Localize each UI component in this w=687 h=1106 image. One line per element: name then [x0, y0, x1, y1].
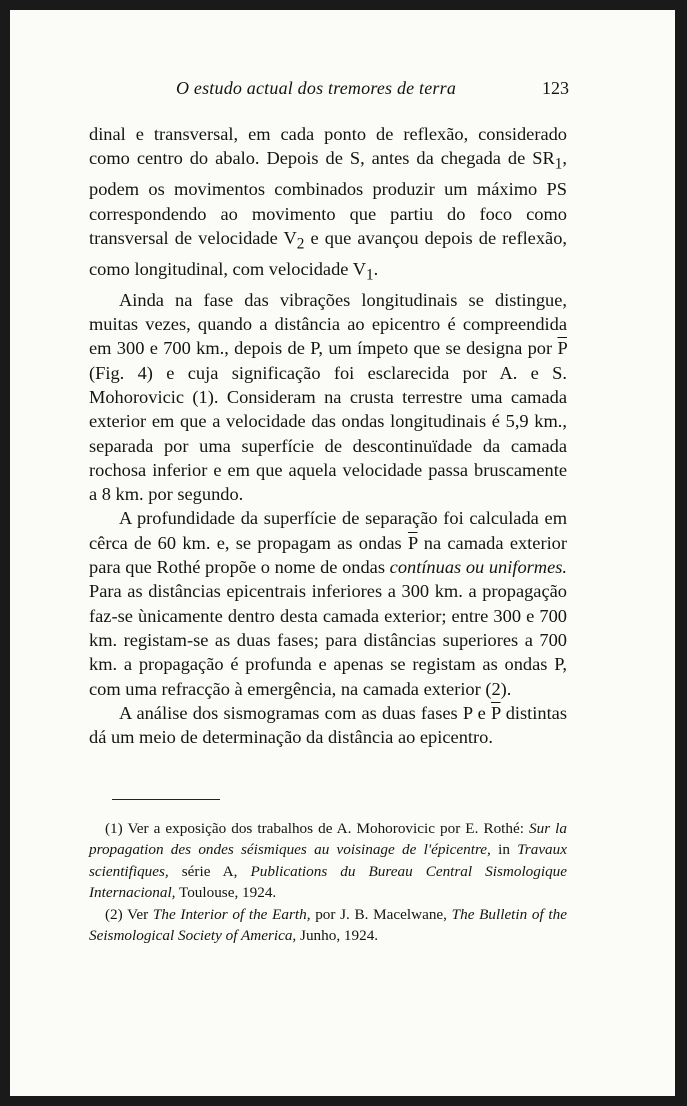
paragraph: Ainda na fase das vibrações longitudinais se distingue, muitas vezes, quando a distância ao epicentro é compreendida em 300 e 700 km., depois de P, um ímpeto que se designa por $\overline{P}$ (Fig. 4) e cuja significação foi esclarecida por A. e S. Mohorovicic (1). Consideram na crusta terrestre uma camada exterior em que a velocidade das ondas longitudinais é 5,9 km., separada por uma superfície de descontinuïdade da camada rochosa inferior e em que aquela velocidade passa bruscamente a 8 km. por segundo. — [89, 289, 567, 505]
book-page — [10, 10, 675, 1096]
body-text — [89, 122, 567, 749]
paragraph: dinal e transversal, em cada ponto de reflexão, considerado como centro do abalo. Depois de S, antes da chegada de $SR_1$, podem os movimentos combinados produzir um máximo PS correspondendo ao movimento que partiu do foco como transversal de velocidade $V_2$ e que avançou depois de reflexão, como longitudinal, com velocidade $V_1$. — [89, 124, 567, 284]
footnote: (1) Ver a exposição dos trabalhos de A. Mohorovicic por E. Rothé: Sur la propagation des ondes séismiques au voisinage de l'épicentre, in Travaux scientifiques, série A, Publications du Bureau Central Sismologique Internacional, Toulouse, 1924. — [89, 820, 567, 902]
paragraph: A análise dos sismogramas com as duas fases P e $\overline{P}$ distintas dá um meio de determinação da distância ao epicentro. — [89, 702, 567, 748]
running-header — [10, 78, 675, 108]
p-bar-symbol: $\overline{P}$ — [407, 532, 418, 553]
p-bar-symbol: $\overline{P}$ — [490, 702, 501, 723]
footnotes — [89, 818, 567, 946]
running-title: O estudo actual dos tremores de terra — [176, 78, 457, 98]
p-bar-symbol: $\overline{P}$ — [557, 338, 567, 359]
page-number: 123 — [542, 78, 569, 98]
paragraph: A profundidade da superfície de separação foi calculada em cêrca de 60 km. e, se propagam as ondas $\overline{P}$ na camada exterior para que Rothé propõe o nome de ondas contínuas ou uniformes. Para as distâncias epicentrais inferiores a 300 km. a propagação faz-se ùnicamente dentro desta camada exterior; entre 300 e 700 km. registam-se as duas fases; para distâncias superiores a 700 km. a propagação é profunda e apenas se registam as ondas P, com uma refracção à emergência, na camada exterior (2). — [89, 508, 568, 699]
footnote: (2) Ver The Interior of the Earth, por J. B. Macelwane, The Bulletin of the Seismological Society of America, Junho, 1924. — [89, 905, 567, 945]
footnote-separator — [112, 799, 220, 800]
